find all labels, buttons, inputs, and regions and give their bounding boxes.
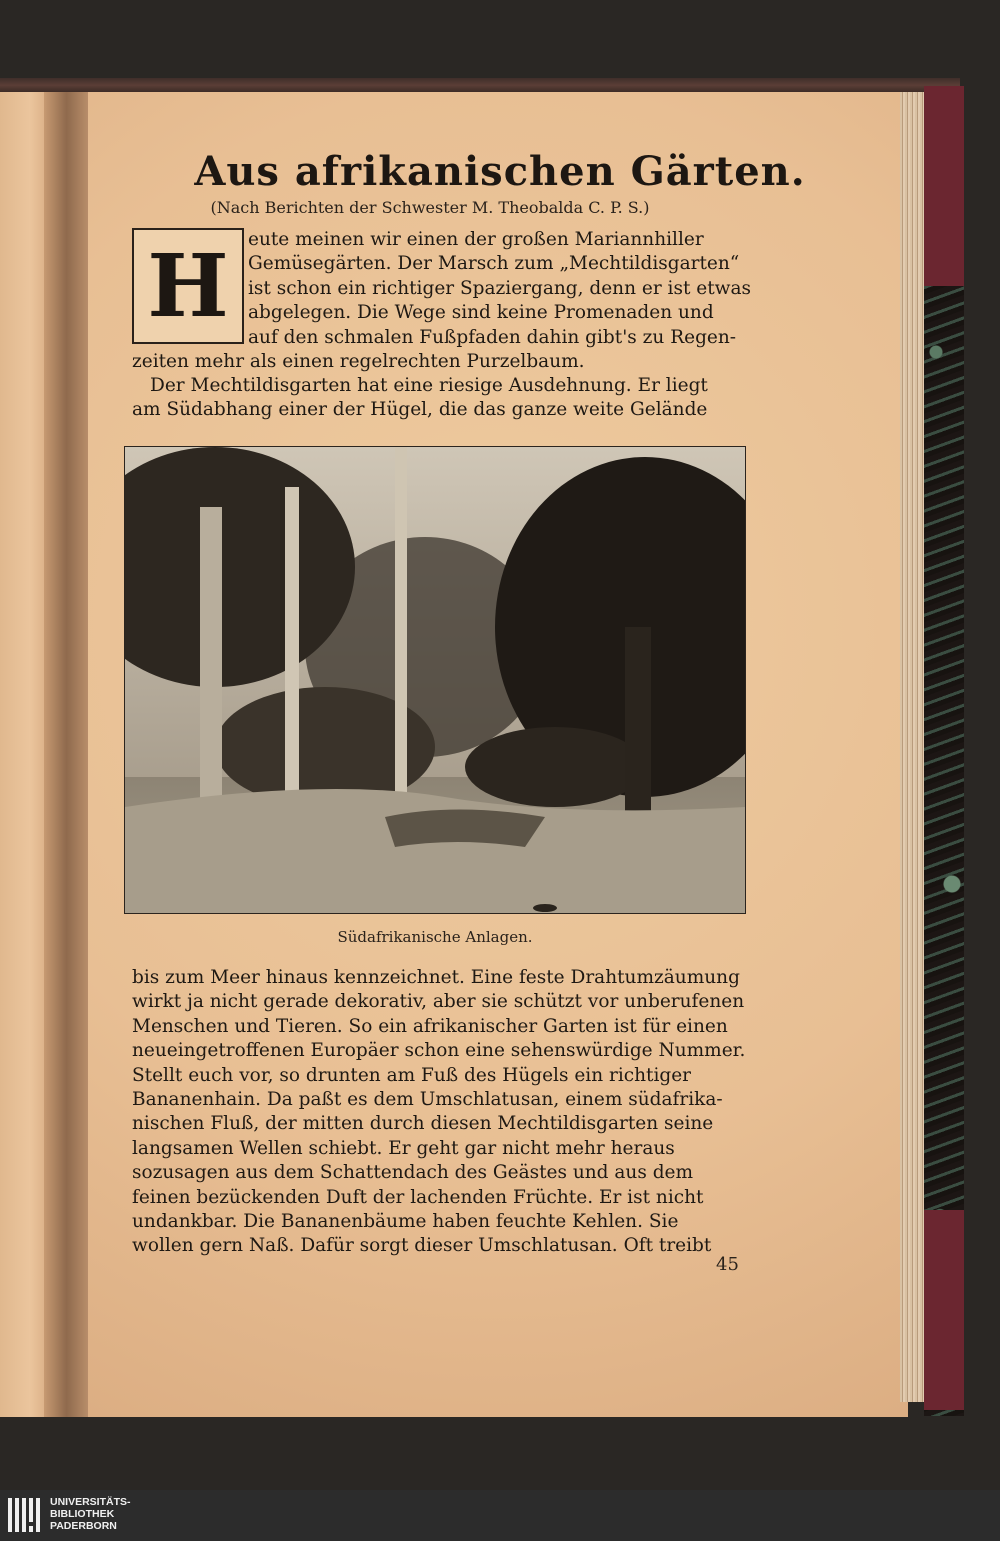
library-name: [50, 1496, 210, 1532]
library-name-line: BIBLIOTHEK: [50, 1508, 115, 1520]
text-line: neueingetroffenen Europäer schon eine sehenswürdige Nummer.: [132, 1040, 746, 1062]
text-line: eute meinen wir einen der großen Mariannhiller: [248, 229, 704, 250]
text-line: wollen gern Naß. Dafür sorgt dieser Umschlatusan. Oft treibt: [132, 1235, 712, 1257]
garden-photo-art: [125, 447, 745, 913]
library-name-line: PADERBORN: [50, 1520, 117, 1532]
photo-caption: Südafrikanische Anlagen.: [337, 928, 533, 946]
text-line: bis zum Meer hinaus kennzeichnet. Eine feste Drahtumzäumung: [132, 967, 740, 988]
text-line: Bananenhain. Da paßt es dem Umschlatusan, einem südafrika-: [132, 1089, 723, 1111]
text-line: Der Mechtildisgarten hat eine riesige Ausdehnung. Er liegt: [150, 375, 708, 396]
text-line: abgelegen. Die Wege sind keine Promenaden und: [248, 302, 714, 324]
text-line: sozusagen aus dem Schattendach des Geästes und aus dem: [132, 1162, 694, 1184]
garden-photograph: [124, 446, 746, 914]
cover-corner-bottom: [924, 1210, 964, 1410]
text-line: langsamen Wellen schiebt. Er geht gar nicht mehr heraus: [132, 1137, 675, 1159]
text-line: feinen bezückenden Duft der lachenden Früchte. Er ist nicht: [132, 1186, 704, 1208]
text-line: ist schon ein richtiger Spaziergang, denn er ist etwas: [248, 277, 752, 299]
book-gutter: [44, 92, 94, 1417]
text-line: wirkt ja nicht gerade dekorativ, aber sie schützt vor unberufenen: [132, 991, 745, 1013]
paragraph-1-end: [132, 350, 744, 374]
library-logo-icon: [8, 1498, 44, 1532]
text-line: nischen Fluß, der mitten durch diesen Mechtildisgarten seine: [132, 1113, 714, 1135]
library-name-line: UNIVERSITÄTS-: [50, 1496, 131, 1508]
text-line: am Südabhang einer der Hügel, die das ganze weite Gelände: [132, 399, 708, 421]
paragraph-2: [132, 374, 744, 423]
article-subtitle: (Nach Berichten der Schwester M. Theobalda C. P. S.): [210, 198, 650, 217]
left-page-edge: [0, 92, 50, 1417]
page-number: 45: [716, 1254, 739, 1275]
text-line: zeiten mehr als einen regelrechten Purzelbaum.: [132, 351, 585, 372]
text-line: Stellt euch vor, so drunten am Fuß des Hügels ein richtiger: [132, 1064, 692, 1086]
text-line: auf den schmalen Fußpfaden dahin gibt's zu Regen-: [248, 326, 737, 348]
text-line: undankbar. Die Bananenbäume haben feuchte Kehlen. Sie: [132, 1211, 679, 1233]
text-line: Gemüsegärten. Der Marsch zum „Mechtildisgarten“: [248, 253, 740, 275]
paragraph-3: [132, 966, 744, 1259]
ornamental-initial: H: [132, 228, 244, 344]
article-title: Aus afrikanischen Gärten.: [194, 148, 806, 195]
paragraph-1-top: [248, 228, 752, 350]
text-line: Menschen und Tieren. So ein afrikanischer Garten ist für einen: [132, 1015, 728, 1037]
